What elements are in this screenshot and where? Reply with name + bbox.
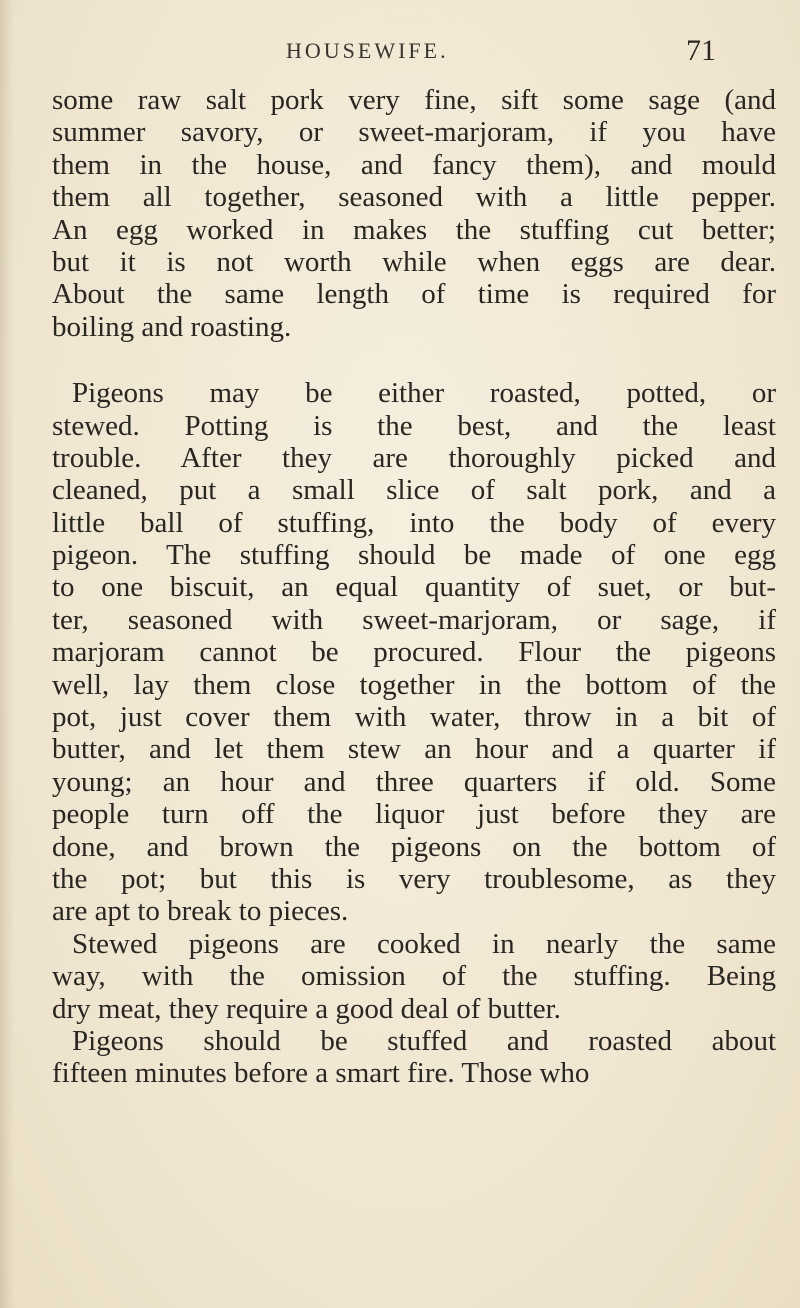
paragraph-stewed-pigeons — [52, 928, 776, 1025]
text-line: summer savory, or sweet-marjoram, if you have — [52, 116, 776, 149]
paragraph-spacer — [52, 343, 776, 377]
text-line: pot, just cover them with water, throw in a bit of — [52, 701, 776, 734]
text-line: way, with the omission of the stuffing. Being — [52, 960, 776, 993]
text-line: young; an hour and three quarters if old. Some — [52, 765, 776, 798]
page-gutter-shadow — [0, 0, 14, 1308]
text-line: trouble. After they are thoroughly picked and — [52, 441, 776, 474]
page-number: 71 — [686, 34, 716, 67]
text-line: An egg worked in makes the stuffing cut better; — [52, 213, 776, 246]
text-line: them all together, seasoned with a little pepper. — [52, 181, 776, 214]
text-line: cleaned, put a small slice of salt pork, and a — [52, 474, 776, 507]
text-line: dry meat, they require a good deal of butter. — [52, 992, 561, 1025]
text-line: Stewed pigeons are cooked in nearly the same — [72, 927, 776, 960]
paragraph-stuffing — [52, 84, 776, 343]
text-line: Pigeons should be stuffed and roasted about — [72, 1024, 776, 1057]
body-text — [52, 84, 776, 1090]
text-line: but it is not worth while when eggs are dear. — [52, 245, 776, 278]
paragraph-pigeons — [52, 377, 776, 928]
text-line: are apt to break to pieces. — [52, 895, 349, 928]
text-line: pigeon. The stuffing should be made of one egg — [52, 539, 776, 572]
page-header — [0, 34, 800, 70]
text-line: them in the house, and fancy them), and mould — [52, 148, 776, 181]
text-line: to one biscuit, an equal quantity of suet, or but- — [52, 571, 776, 604]
text-line: some raw salt pork very fine, sift some sage (and — [52, 84, 776, 116]
text-line: ter, seasoned with sweet-marjoram, or sage, if — [52, 603, 776, 636]
text-line: butter, and let them stew an hour and a quarter if — [52, 733, 776, 766]
text-line: fifteen minutes before a smart fire. Those who — [52, 1057, 590, 1090]
text-line: boiling and roasting. — [52, 310, 292, 343]
text-line: Pigeons may be either roasted, potted, or — [72, 377, 776, 410]
paragraph-roasted-pigeons — [52, 1025, 776, 1090]
text-line: little ball of stuffing, into the body of every — [52, 506, 776, 539]
text-line: About the same length of time is required for — [52, 278, 776, 311]
text-line: marjoram cannot be procured. Flour the pigeons — [52, 636, 776, 669]
text-line: done, and brown the pigeons on the bottom of — [52, 830, 776, 863]
text-line: stewed. Potting is the best, and the least — [52, 409, 776, 442]
running-head: HOUSEWIFE. — [286, 38, 449, 63]
text-line: the pot; but this is very troublesome, as they — [52, 862, 776, 895]
text-line: well, lay them close together in the bottom of the — [52, 668, 776, 701]
text-line: people turn off the liquor just before they are — [52, 798, 776, 831]
